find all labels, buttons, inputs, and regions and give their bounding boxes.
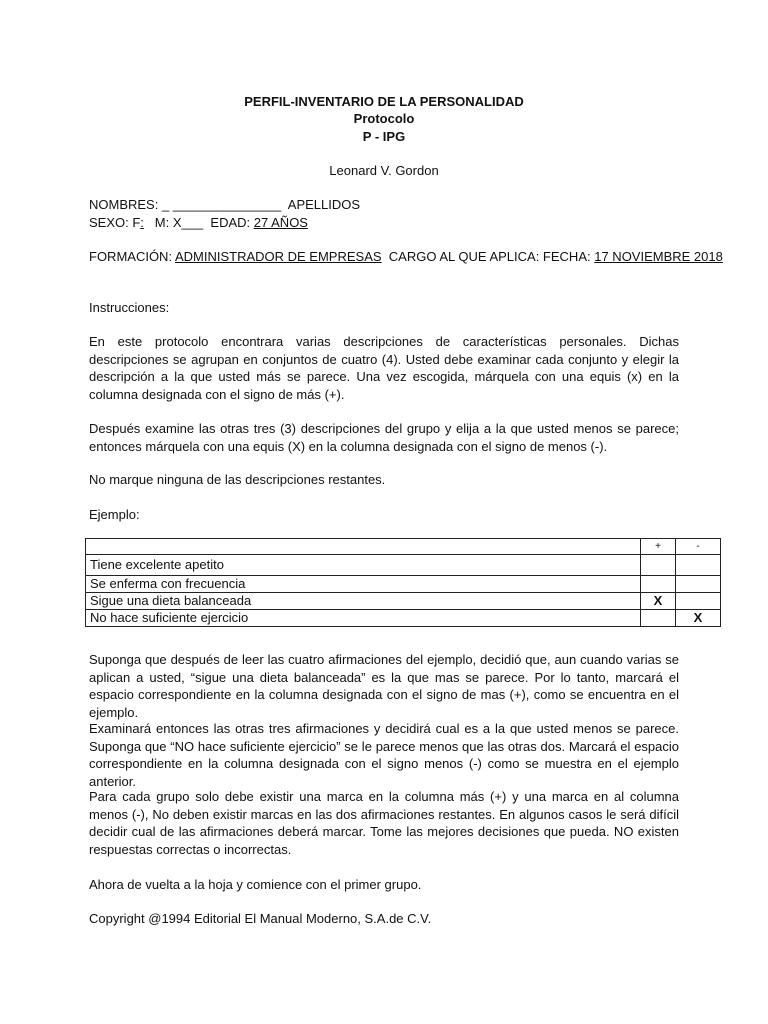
- column-plus-header: +: [641, 539, 676, 555]
- body-paragraph-1: Suponga que después de leer las cuatro afirmaciones del ejemplo, decidió que, aun cuando varias se aplican a usted, “sigue una dieta balanceada” es la que mas se parece. Por lo tanto, marcará el espacio correspondiente en la columna designada con el signo de mas (+), como se encuentra en el ejemplo.: [89, 652, 679, 720]
- table-row: [86, 593, 721, 610]
- edad-label: EDAD:: [210, 215, 251, 230]
- fecha-value: 17 NOVIEMBRE 2018: [594, 249, 723, 264]
- row-plus-mark: [641, 555, 676, 576]
- row-text: No hace suficiente ejercicio: [86, 610, 641, 627]
- sexo-m-value: M: X___: [154, 215, 204, 230]
- author: Leonard V. Gordon: [329, 163, 439, 178]
- row-plus-mark: [641, 610, 676, 627]
- nombres-label: NOMBRES:: [89, 197, 159, 212]
- row-minus-mark: [676, 593, 721, 610]
- nombres-value: _ _______________: [161, 197, 282, 212]
- instructions-heading: Instrucciones:: [89, 300, 170, 315]
- row-minus-mark: X: [676, 610, 721, 627]
- sexo-f-value: :: [140, 215, 144, 230]
- cargo-label: CARGO AL QUE APLICA: FECHA:: [388, 249, 591, 264]
- instructions-paragraph-3: No marque ninguna de las descripciones restantes.: [89, 472, 386, 487]
- example-label: Ejemplo:: [89, 507, 140, 522]
- document-title: PERFIL-INVENTARIO DE LA PERSONALIDAD: [244, 94, 524, 109]
- nombres-line: [89, 196, 360, 214]
- row-plus-mark: [641, 576, 676, 593]
- sexo-line: [89, 214, 308, 232]
- row-plus-mark: X: [641, 593, 676, 610]
- formacion-line: [89, 248, 723, 266]
- body-paragraph-2: Examinará entonces las otras tres afirmaciones y decidirá cual es a la que usted menos se parece. Suponga que “NO hace suficiente ejercicio” se le parece menos que las otras dos. Marcará el espacio correspondiente en la columna designada con el signo menos (-) como se muestra en el ejemplo anterior.: [89, 721, 679, 789]
- example-table-header: [86, 539, 721, 555]
- row-text: Se enferma con frecuencia: [86, 576, 641, 593]
- document-code: P - IPG: [362, 129, 406, 144]
- column-minus-header: -: [676, 539, 721, 555]
- row-minus-mark: [676, 555, 721, 576]
- example-table: [85, 538, 721, 627]
- sexo-label: SEXO: F: [89, 215, 141, 230]
- document-subtitle: Protocolo: [353, 111, 415, 126]
- table-row: [86, 610, 721, 627]
- formacion-label: FORMACIÓN:: [89, 249, 173, 264]
- row-text: Sigue una dieta balanceada: [86, 593, 641, 610]
- table-row: [86, 576, 721, 593]
- instructions-paragraph-1: En este protocolo encontrara varias descripciones de características personales. Dichas descripciones se agrupan en conjuntos de cuatro (4). Usted debe examinar cada conjunto y elegir la descripción a la que usted más se parece. Una vez escogida, márquela con una equis (x) en la columna designada con el signo de más (+).: [89, 334, 679, 402]
- body-paragraph-3: Para cada grupo solo debe existir una marca en la columna más (+) y una marca en al columna menos (-), No deben existir marcas en las dos afirmaciones restantes. En algunos casos le será difícil decidir cual de las afirmaciones deberá marcar. Tome las mejores decisiones que pueda. NO existen respuestas correctas o incorrectas.: [89, 789, 679, 857]
- row-text: Tiene excelente apetito: [86, 555, 641, 576]
- body-paragraph-4: Ahora de vuelta a la hoja y comience con el primer grupo.: [89, 877, 422, 892]
- formacion-value: ADMINISTRADOR DE EMPRESAS: [174, 249, 382, 264]
- copyright-notice: Copyright @1994 Editorial El Manual Moderno, S.A.de C.V.: [89, 911, 432, 926]
- edad-value: 27 AÑOS: [253, 215, 308, 230]
- row-minus-mark: [676, 576, 721, 593]
- apellidos-label: APELLIDOS: [287, 197, 361, 212]
- instructions-paragraph-2: Después examine las otras tres (3) descripciones del grupo y elija a la que usted menos se parece; entonces márquela con una equis (X) en la columna designada con el signo de menos (-).: [89, 421, 679, 454]
- table-row: [86, 555, 721, 576]
- table-header-blank: [86, 539, 641, 555]
